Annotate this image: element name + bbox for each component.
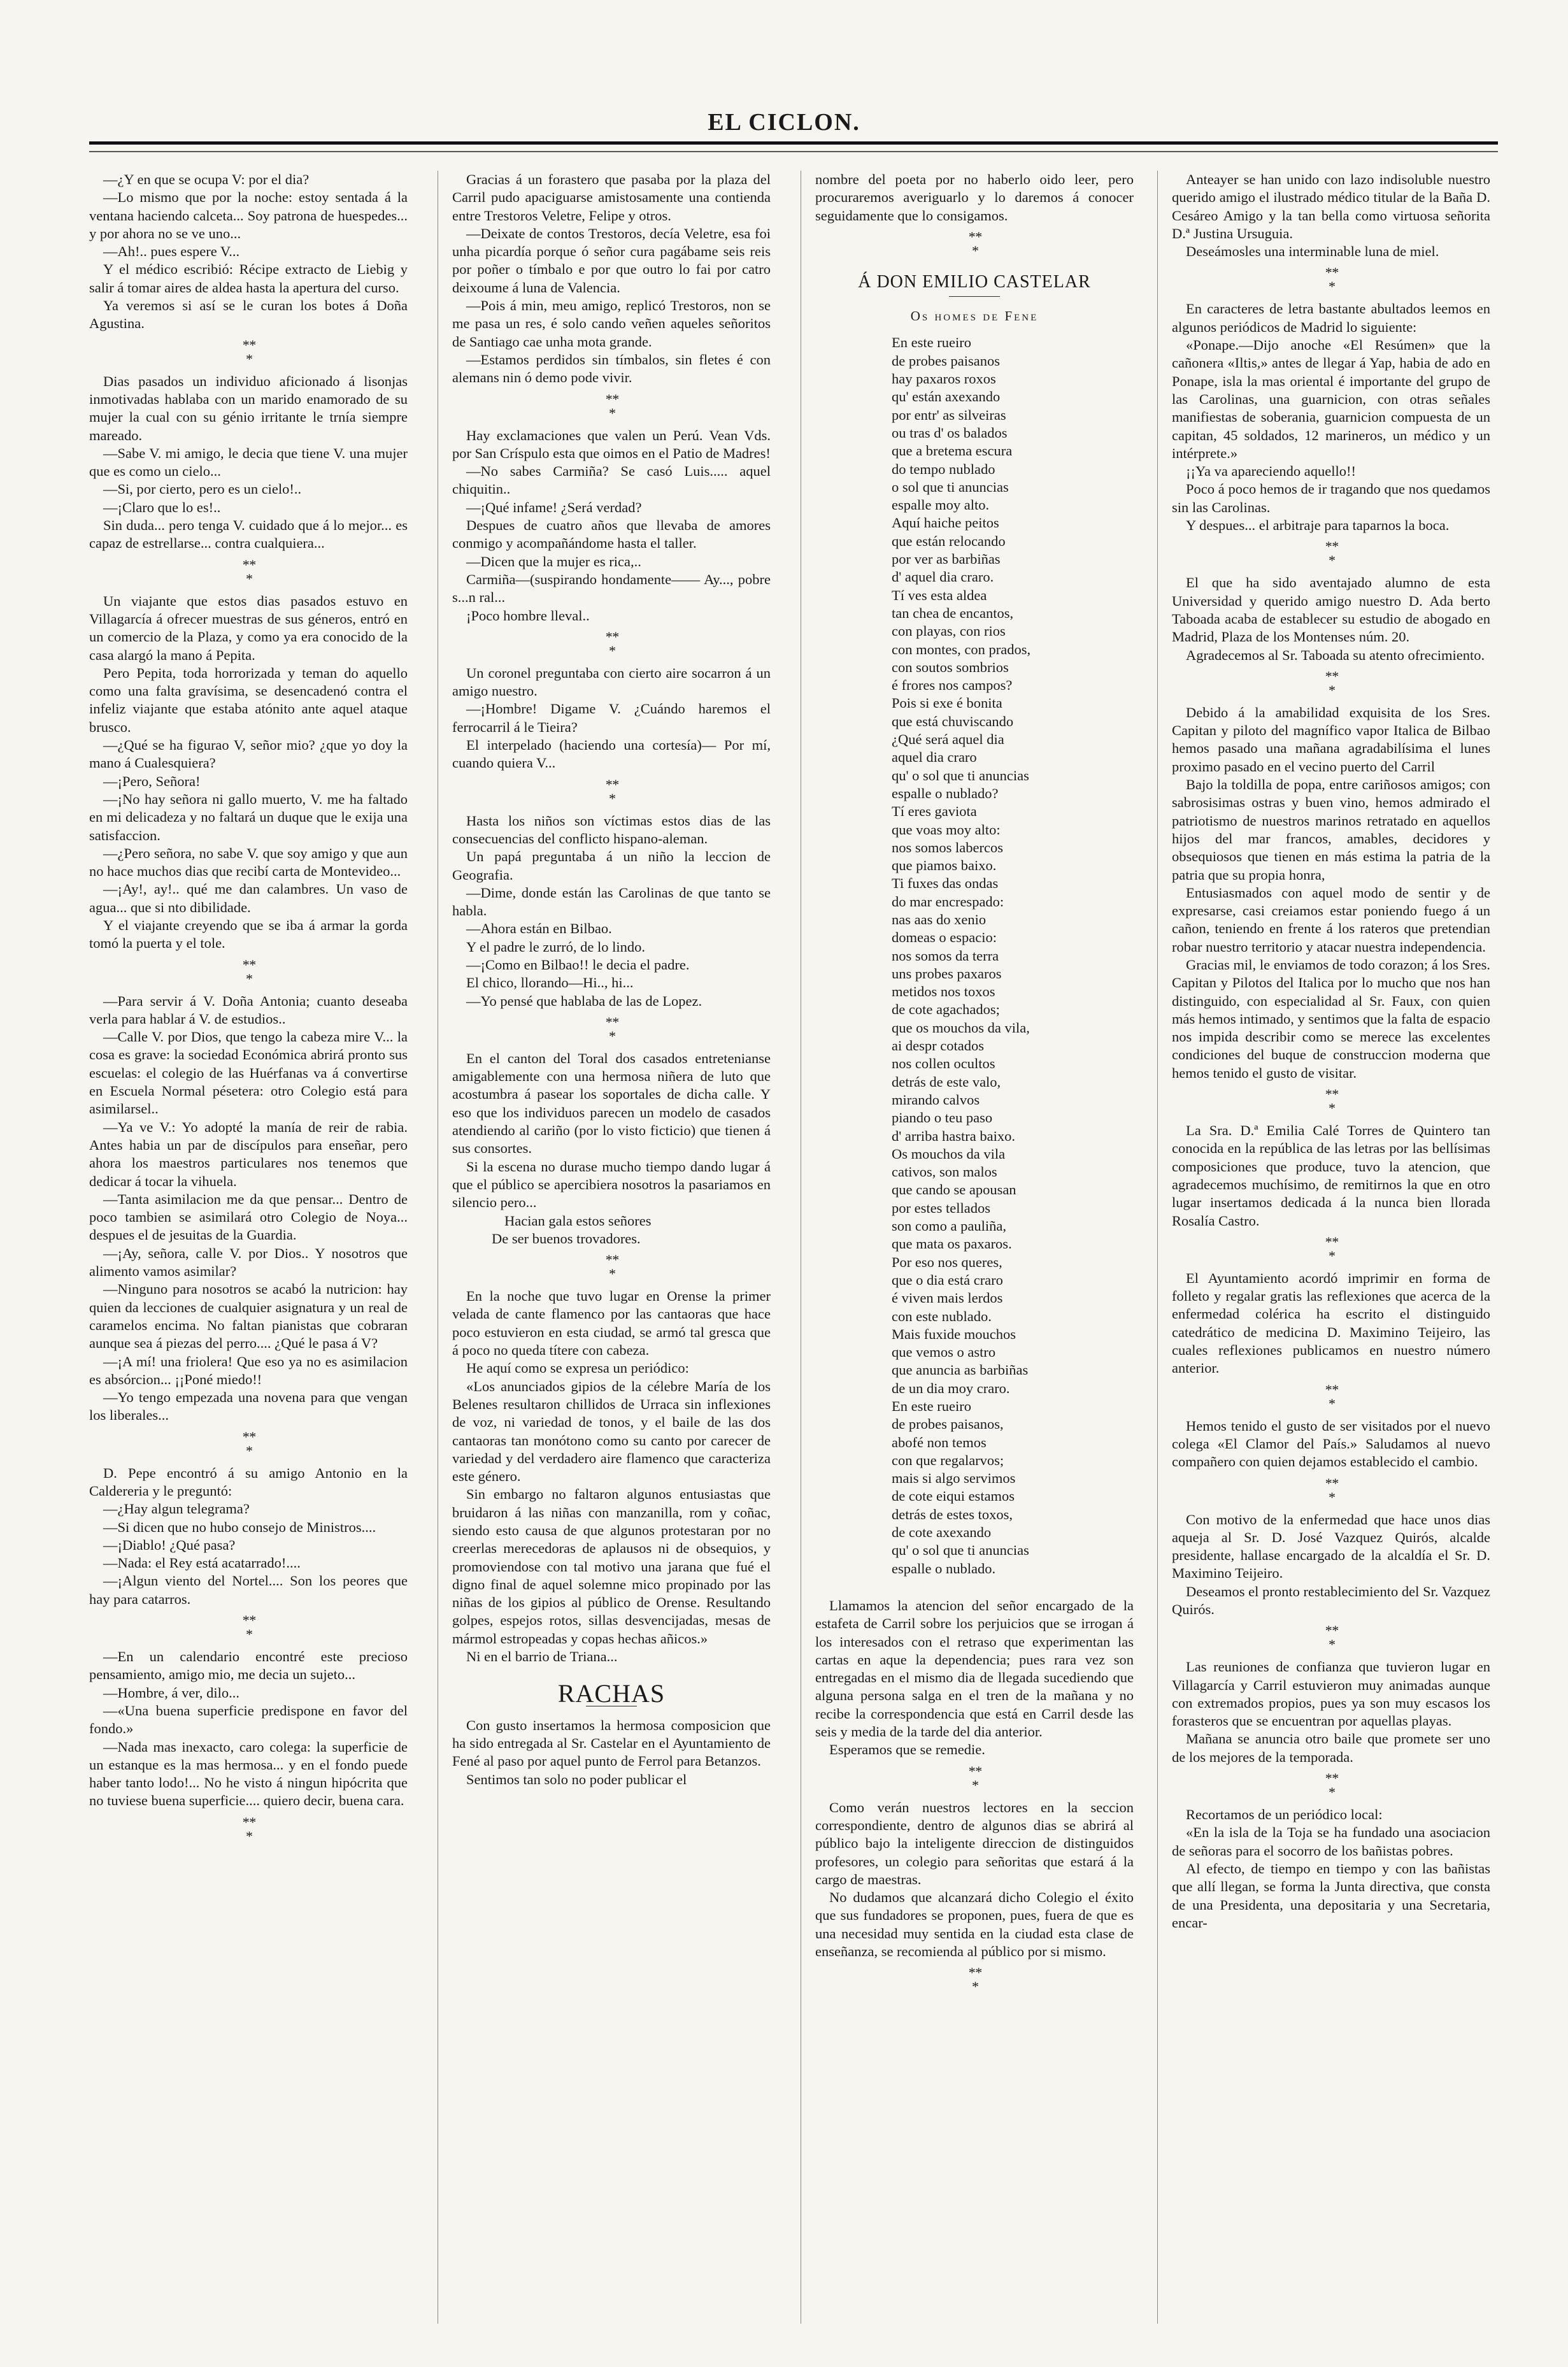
poem-line: por entr' as silveiras (892, 406, 1006, 423)
paragraph: —Estamos perdidos sin tímbalos, sin fletes é con alemans nin ó demo pode vivir. (452, 351, 771, 386)
article-block (89, 592, 408, 953)
poem-title: Á DON EMILIO CASTELAR (858, 271, 1091, 292)
poem-line: qu' están axexando (892, 389, 1001, 405)
paragraph: En el canton del Toral dos casados entretenianse amigablemente con una hermosa niñera de luto que acostumbra á pasear los soportales de dicha calle. Y eso que los individuos parecen un modelo de casados atendiendo al cariño (por lo visto ficticio) que tienen á sus consortes. (452, 1050, 771, 1157)
asterism-separator: * * * (1325, 668, 1337, 698)
poem-line: ¿Qué será aquel dia (892, 731, 1004, 748)
poem-line: d' aquel dia craro. (892, 569, 994, 585)
paragraph: Y el padre le zurró, de lo lindo. (466, 938, 645, 955)
paragraph: —¡No hay señora ni gallo muerto, V. me ha faltado en mi delicadeza y no faltará un duque que le exija una satisfaccion. (89, 790, 408, 843)
paragraph: —Tanta asimilacion me da que pensar... Dentro de poco tambien se asimilará otro Colegio de Noya... despues el de jesuitas de la Guardia. (89, 1191, 408, 1243)
poem-line: é viven mais lerdos (892, 1290, 1003, 1306)
asterism-separator: * * * (242, 1428, 255, 1459)
paragraph: El Ayuntamiento acordó imprimir en forma de folleto y regalar gratis las reflexiones que acerca de la enfermedad colérica ha escrito el distinguido catedrático de medicina D. Maximino Teijeiro, las cuales reflexiones publicamos en nuestro número anterior. (1172, 1269, 1490, 1377)
paragraph: «En la isla de la Toja se ha fundado una asociacion de señoras para el socorro de los bañistas pobres. (1172, 1824, 1490, 1859)
article-block (89, 992, 408, 1425)
poem-line: nas aas do xenio (892, 911, 987, 927)
paragraph: —¿Pero señora, no sabe V. que soy amigo y que aun no hace muchos dias que recibí carta de Montevideo... (89, 845, 408, 880)
poem-line: d' arriba hastra baixo. (892, 1127, 1015, 1144)
poem-line: por estes tellados (892, 1199, 990, 1216)
poem-line: que piamos baixo. (892, 857, 997, 874)
paragraph: —Para servir á V. Doña Antonia; cuanto deseaba verla para hablar á V. de estudios.. (89, 992, 408, 1027)
paragraph: Pero Pepita, toda horrorizada y teman do aquello como una falta gravísima, se desencadenó contra el infeliz viajante que estaba atónito ante aquel ataque brusco. (89, 664, 408, 735)
paragraph: —«Una buena superficie predispone en favor del fondo.» (89, 1702, 408, 1737)
paragraph: Un coronel preguntaba con cierto aire socarron á un amigo nuestro. (452, 664, 771, 699)
poem-line: Aquí haiche peitos (892, 515, 999, 531)
paragraph: Y el viajante creyendo que se iba á armar la gorda tomó la puerta y el tole. (89, 917, 408, 952)
paragraph: —Deixate de contos Trestoros, decía Veletre, esa foi unha picardía porque ó señor cura pagábame seis reis por poñer o tímbalo e por que outro lo fai por catro deixoume á luna de Valencia. (452, 225, 771, 296)
asterism-separator: * * * (242, 956, 255, 987)
poem-line: uns probes paxaros (892, 965, 1002, 982)
paragraph: Sentimos tan solo no poder publicar el (466, 1771, 687, 1787)
paragraph: —Calle V. por Dios, que tengo la cabeza mire V... la cosa es grave: la sociedad Económica abrirá pronto sus escuelas: el colegio de las Huérfanas va á convertirse en Escuela Normal pésetera: otro Colegio está para asimilarsel.. (89, 1029, 408, 1117)
paragraph: Ni en el barrio de Triana... (466, 1648, 618, 1665)
paragraph: —Ahora están en Bilbao. (466, 920, 612, 937)
paragraph: Sin embargo no faltaron algunos entusiastas que bruidaron á las niñas con manzanilla, rom y coñac, siendo esto causa de que algunos protestaran por no creerlas merecedoras de aplausos ni de obsequios, y promoviendose con tal motivo una jarana que fué el digno final de aquel solemne mico propinado por las niñas de los gipios al público de Orense. Resultando golpes, espejos rotos, sillas desvencijadas, mesas de mármol estropeadas y copas hechas añicos.» (452, 1486, 771, 1647)
asterism-separator: * * * (605, 628, 618, 659)
paragraph: Sin duda... pero tenga V. cuidado que á lo mejor... es capaz de estrellarse... contra cualquiera... (89, 517, 408, 552)
paragraph: Esperamos que se remedie. (829, 1741, 985, 1758)
asterism-separator: * * * (968, 228, 981, 259)
paragraph: De ser buenos trovadores. (492, 1230, 641, 1247)
asterism-separator: * * * (1325, 1086, 1337, 1117)
article-block (1172, 1417, 1490, 1471)
column-2 (452, 171, 771, 2349)
paragraph: —Lo mismo que por la noche: estoy sentada á la ventana haciendo calceta... Soy patrona de huespedes... y por ahora no se ve uno... (89, 189, 408, 241)
poem-line: domeas o espacio: (892, 929, 997, 946)
paragraph: Despues de cuatro años que llevaba de amores conmigo y acompañándome hasta el taller. (452, 517, 771, 552)
poem-line: ai despr cotados (892, 1038, 984, 1054)
paragraph: —¡Diablo! ¿Qué pasa? (103, 1536, 236, 1553)
poem-line: cativos, son malos (892, 1164, 997, 1180)
masthead-title: EL CICLON. (708, 109, 860, 136)
paragraph: El que ha sido aventajado alumno de esta Universidad y querido amigo nuestro D. Ada berto Taboada acaba de establecer su estudio de abogado en Madrid, Plaza de los Montenses núm. 20. (1172, 575, 1490, 645)
article-block (1172, 300, 1490, 534)
paragraph: Hay exclamaciones que valen un Perú. Vean Vds. por San Críspulo esta que oimos en el Patio de Madres! (452, 427, 771, 461)
poem-line: mirando calvos (892, 1091, 980, 1108)
article-block (452, 1287, 771, 1666)
poem-line: detrás de estes toxos, (892, 1506, 1013, 1522)
paragraph: ¡¡Ya va apareciendo aquello!! (1186, 463, 1356, 480)
poem-line: de un dia moy craro. (892, 1380, 1010, 1396)
article-block (1172, 1806, 1490, 1932)
article-block (89, 373, 408, 553)
poem-line: do tempo nublado (892, 461, 995, 477)
paragraph: Agradecemos al Sr. Taboada su atento ofrecimiento. (1186, 647, 1485, 663)
poem-line: aquel dia craro (892, 749, 977, 766)
poem-line: En este rueiro (892, 334, 971, 351)
poem-line: Por eso nos queres, (892, 1254, 1002, 1270)
article-block (452, 1050, 771, 1248)
paragraph: —Nada mas inexacto, caro colega: la superficie de un estanque es la mas hermosa... y en el fondo puede haber tanto lodo!... No he visto á ningun hipócrita que no tuviese buena superficie.... quiero decir, buena cara. (89, 1738, 408, 1809)
poem-line: que o dia está craro (892, 1271, 1003, 1288)
poem-line: que está chuviscando (892, 713, 1014, 729)
paragraph: Debido á la amabilidad exquisita de los Sres. Capitan y piloto del magnífico vapor Italica de Bilbao hemos pasado una mañana agradabilísima el lunes proximo pasado en el vecino puerto del Carril (1172, 704, 1490, 775)
poem-line: de cote agachados; (892, 1001, 1000, 1018)
paragraph: Ya veremos si así se le curan los botes á Doña Agustina. (89, 297, 408, 332)
paragraph: —Yo tengo empezada una novena para que vengan los liberales... (89, 1389, 408, 1424)
paragraph: Llamamos la atencion del señor encargado de la estafeta de Carril sobre los perjuicios que se irrogan á los interesados con el retraso que experimentan las cartas en aque la dependencia; pues rara vez son entregadas en el mismo dia de llegada sucediendo que alguna persona salga en el tren de la mañana y no recibe la correspondencia que está en Carril desde las seis y media de la tarde del dia anterior. (815, 1597, 1134, 1740)
poem-line: Os mouchos da vila (892, 1145, 1006, 1162)
paragraph: Y despues... el arbitraje para taparnos la boca. (1186, 517, 1450, 534)
paragraph: ¡Poco hombre lleval.. (466, 607, 590, 624)
asterism-separator: * * * (605, 390, 618, 421)
paragraph: Como verán nuestros lectores en la seccion correspondiente, dentro de algunos dias se abrirá al público bajo la inteligente direccion de distinguidos profesores, un colegio para señoritas que estará á la cargo de maestras. (815, 1799, 1134, 1887)
article-block (1172, 1122, 1490, 1230)
asterism-separator: * * * (605, 776, 618, 806)
poem-line: é frores nos campos? (892, 677, 1013, 694)
poem-line: de cote eiqui estamos (892, 1488, 1015, 1505)
column-4 (1172, 171, 1490, 2349)
poem-line: con soutos sombrios (892, 659, 1009, 675)
paragraph: Si la escena no durase mucho tiempo dando lugar á que el público se apercibiera nosotros la pasariamos en silencio pero... (452, 1158, 771, 1211)
masthead-rule (89, 141, 1498, 152)
poem-line: qu' o sol que ti anuncias (892, 767, 1029, 783)
paragraph: —¿Qué se ha figurao V, señor mio? ¿que yo doy la mano á Cualesquiera? (89, 737, 408, 771)
poem-line: do mar encrespado: (892, 893, 1004, 910)
paragraph: La Sra. D.ª Emilia Calé Torres de Quintero tan conocida en la república de las letras por las bellísimas composiciones que produce, tuvo la atencion, que agradecemos muchísimo, de remitirnos la que en otro lugar insertamos dedicada á la nunca bien llorada Rosalía Castro. (1172, 1122, 1490, 1229)
article-block (815, 1597, 1134, 1759)
article-block (452, 812, 771, 1010)
asterism-separator: * * * (968, 1964, 981, 1995)
paragraph: D. Pepe encontró á su amigo Antonio en la Caldereria y le preguntó: (89, 1464, 408, 1499)
poem-line: Tí eres gaviota (892, 803, 977, 820)
article-block (452, 171, 771, 387)
paragraph: Las reuniones de confianza que tuvieron lugar en Villagarcía y Carril estuvieron muy animadas aunque con extremados propios, pues ya son muy escasos los forasteros que se encuentran por aquellas playas. (1172, 1659, 1490, 1729)
column-1 (89, 171, 408, 2349)
asterism-separator: * * * (1325, 264, 1337, 295)
asterism-separator: * * * (1325, 1475, 1337, 1505)
article-block (89, 171, 408, 333)
poem-line: En este rueiro (892, 1398, 971, 1414)
asterism-separator: * * * (1325, 1381, 1337, 1412)
paragraph: Poco á poco hemos de ir tragando que nos quedamos sin las Carolinas. (1172, 481, 1490, 515)
poem-line: mais si algo servimos (892, 1470, 1016, 1487)
article-block (1172, 1658, 1490, 1766)
paragraph: No dudamos que alcanzará dicho Colegio el éxito que sus fundadores se proponen, pues, fuera de que es una necesidad muy sentida en la ciudad esta clase de enseñanza, se recomienda al público por si mismo. (815, 1889, 1134, 1960)
asterism-separator: * * * (242, 1612, 255, 1643)
asterism-separator: * * * (968, 1763, 981, 1793)
paragraph: Mañana se anuncia otro baile que promete ser uno de los mejores de la temporada. (1172, 1731, 1490, 1765)
poem-line: abofé non temos (892, 1434, 987, 1450)
paragraph: Al efecto, de tiempo en tiempo y con las bañistas que allí llegan, se forma la Junta directiva, que consta de una Presidenta, una depositaria y una Secretaria, encar- (1172, 1860, 1490, 1931)
paragraph: «Ponape.—Dijo anoche «El Resúmen» que la cañonera «Iltis,» antes de llegar á Yap, habia de ado en Ponape, isla la mas oriental é importante del grupo de las Carolinas, una guarnicion, con otras señales manifiestas de soberania, guarnicion compuesta de un capitan, 45 soldados, 12 marineros, un médico y un intérprete.» (1172, 337, 1490, 461)
poem-line: Mais fuxide mouchos (892, 1326, 1016, 1342)
poem-line: ou tras d' os balados (892, 424, 1008, 441)
poem-line: tan chea de encantos, (892, 604, 1014, 621)
paragraph: Un papá preguntaba á un niño la leccion de Geografia. (452, 848, 771, 883)
paragraph: —¡Algun viento del Nortel.... Son los peores que hay para catarros. (89, 1573, 408, 1607)
section-heading-rachas: RACHAS (557, 1679, 666, 1708)
article-block (1172, 1269, 1490, 1378)
poem-line: espalle o nublado. (892, 1560, 996, 1577)
paragraph: —Yo pensé que hablaba de las de Lopez. (466, 992, 702, 1009)
asterism-separator: * * * (242, 556, 255, 587)
paragraph: —Dicen que la mujer es rica,.. (466, 553, 641, 569)
article-block (452, 1717, 771, 1789)
poem-line: detrás de este valo, (892, 1073, 1001, 1090)
poem-line: espalle moy alto. (892, 497, 990, 513)
poem-line: de probes paisanos (892, 352, 1000, 369)
article-block (1172, 171, 1490, 261)
asterism-separator: * * * (242, 336, 255, 367)
article-block (452, 664, 771, 773)
paragraph: Deseamos el pronto restablecimiento del Sr. Vazquez Quirós. (1172, 1583, 1490, 1617)
paragraph: —¡A mí! una friolera! Que eso ya no es asimilacion es absórcion... ¡¡Poné miedo!! (89, 1353, 408, 1387)
paragraph: Gracias á un forastero que pasaba por la plaza del Carril pudo apaciguarse amistosamente una contienda entre Trestoros Veletre, Felipe y otros. (452, 171, 771, 224)
poem-line: de probes paisanos, (892, 1416, 1004, 1433)
paragraph: —Si dicen que no hubo consejo de Ministros.... (103, 1519, 376, 1535)
asterism-separator: * * * (1325, 1622, 1337, 1653)
poem-line: que están relocando (892, 533, 1006, 549)
article-block (1172, 574, 1490, 664)
paragraph: He aquí como se expresa un periódico: (466, 1360, 689, 1377)
article-block (452, 427, 771, 625)
poem-line: metidos nos toxos (892, 983, 995, 1000)
poem-line: que voas moy alto: (892, 821, 1001, 838)
paragraph: —¡Ay, señora, calle V. por Dios.. Y nosotros que alimento vamos asimilar? (89, 1245, 408, 1280)
poem-line: con playas, con rios (892, 623, 1006, 640)
poem-line: de cote axexando (892, 1524, 992, 1541)
paragraph: nombre del poeta por no haberlo oido leer, pero procuraremos averiguarlo y lo daremos á conocer seguidamente que lo consigamos. (815, 171, 1134, 224)
paragraph: —Ah!.. pues espere V... (103, 243, 240, 260)
poem-line: que cando se apousan (892, 1182, 1016, 1198)
paragraph: —¡Claro que lo es!.. (103, 499, 221, 515)
asterism-separator: * * * (1325, 538, 1337, 569)
paragraph: —¡Qué infame! ¿Será verdad? (466, 499, 642, 515)
paragraph: Dias pasados un individuo aficionado á lisonjas inmotivadas hablaba con un marido enamorado de su mujer la cual con su génio irritante le trnía siempre mareado. (89, 373, 408, 443)
asterism-separator: * * * (242, 1813, 255, 1844)
article-block (815, 1799, 1134, 1961)
poem-line: qu' o sol que ti anuncias (892, 1542, 1029, 1559)
column-divider (1157, 171, 1158, 2324)
paragraph: —Hombre, á ver, dilo... (103, 1684, 240, 1701)
paragraph: Un viajante que estos dias pasados estuvo en Villagarcía á ofrecer muestras de sus géneros, entró en un comercio de la Plaza, y como ya era conocido de la casa alargó la mano á Pepita. (89, 592, 408, 663)
paragraph: En caracteres de letra bastante abultados leemos en algunos periódicos de Madrid lo siguiente: (1172, 301, 1490, 335)
poem-line: nos somos labercos (892, 839, 1003, 855)
paragraph: Hasta los niños son víctimas estos dias de las consecuencias del conflicto hispano-aleman. (452, 812, 771, 847)
paragraph: —Pois á min, meu amigo, replicó Trestoros, non se me pasa un res, é solo cando veñen aqueles señoritos de Santiago cae unha mota grande. (452, 297, 771, 350)
article-block (1172, 1511, 1490, 1619)
spacer (815, 1578, 1134, 1597)
paragraph: —Dime, donde están las Carolinas de que tanto se habla. (452, 884, 771, 919)
poem-line: piando o teu paso (892, 1110, 993, 1126)
poem-line: que mata os paxaros. (892, 1236, 1012, 1252)
poem-line: Tí ves esta aldea (892, 587, 987, 603)
paragraph: Hemos tenido el gusto de ser visitados por el nuevo colega «El Clamor del País.» Saludamos al nuevo compañero con quien dejamos establecido el cambio. (1172, 1417, 1490, 1470)
paragraph: El interpelado (haciendo una cortesía)— Por mí, cuando quiera V... (452, 737, 771, 771)
paragraph: Anteayer se han unido con lazo indisoluble nuestro querido amigo el ilustrado médico titular de la Baña D. Cesáreo Amigo y la tan bella como virtuosa señorita D.ª Justina Ursuguia. (1172, 171, 1490, 241)
paragraph: Recortamos de un periódico local: (1186, 1806, 1383, 1823)
poem-line: con este nublado. (892, 1308, 992, 1324)
article-block (89, 1648, 408, 1810)
poem-line: son como a pauliña, (892, 1218, 1006, 1234)
paragraph: Gracias mil, le enviamos de todo corazon; á los Sres. Capitan y Pilotos del Italica por lo mucho que nos han distinguido, con especialidad al Sr. Faux, con quien más hemos intimado, y sentimos que la falta de espacio nos impida describir como se merece las excelentes condiciones del buque de construccion moderna que hemos tenido el gusto de visitar. (1172, 956, 1490, 1081)
poem-subtitle: Os homes de Fene (910, 308, 1039, 324)
paragraph: Y el médico escribió: Récipe extracto de Liebig y salir á tomar aires de aldea hasta la apertura del curso. (89, 261, 408, 296)
poem-line: hay paxaros roxos (892, 371, 996, 387)
paragraph: —¡Pero, Señora! (103, 773, 201, 789)
paragraph: Deseámosles una interminable luna de miel. (1186, 243, 1439, 260)
paragraph: El chico, llorando—Hi.., hi... (466, 975, 634, 991)
poem-line: que anuncia as barbiñas (892, 1362, 1029, 1378)
paragraph: En la noche que tuvo lugar en Orense la primer velada de cante flamenco por las cantaoras que hace poco estuvieron en esta ciudad, se armó tal gresca que á poco no queda títere con cabeza. (452, 1288, 771, 1359)
paragraph: Con motivo de la enfermedad que hace unos dias aqueja al Sr. D. José Vazquez Quirós, alcalde presidente, hallase encargado de la alcaldía el Sr. D. Maximino Teijeiro. (1172, 1511, 1490, 1582)
asterism-separator: * * * (1325, 1770, 1337, 1801)
paragraph: Con gusto insertamos la hermosa composicion que ha sido entregada al Sr. Castelar en el Ayuntamiento de Fené al paso por aquel punto de Ferrol para Betanzos. (452, 1717, 771, 1770)
poem-line: o sol que ti anuncias (892, 478, 1009, 495)
paragraph: —¿Hay algun telegrama? (103, 1501, 250, 1517)
paragraph: Entusiasmados con aquel modo de sentir y de expresarse, casi creiamos estar poniendo fuego á un cañon, teniendo en frente á los rateros que pretendian robar nuestro territorio y atacar nuestra independencia. (1172, 884, 1490, 955)
paragraph: —Ya ve V.: Yo adopté la manía de reir de rabia. Antes habia un par de discípulos para enseñar, pero ahora los maestros particulares nos tenemos que dedicar á tocar la vihuela. (89, 1119, 408, 1189)
poem-line: Pois si exe é bonita (892, 695, 1002, 712)
column-3 (815, 171, 1134, 2349)
paragraph: —Nada: el Rey está acatarrado!.... (103, 1555, 301, 1571)
paragraph: «Los anunciados gipios de la célebre María de los Belenes resultaron chillidos de Urraca sin inflexiones de voz, ni variedad de tonos, y el baile de las dos cantaoras tan monótono como su canto por carecer de variedad y del verdadero aire flamenco que caracteriza este género. (452, 1378, 771, 1485)
asterism-separator: * * * (1325, 1233, 1337, 1264)
paragraph: —¿Y en que se ocupa V: por el dia? (103, 171, 310, 187)
paragraph: Bajo la toldilla de popa, entre cariñosos amigos; con sabrosisimas ostras y buen vino, hemos admirado el patriotismo de nuestros marinos retratado en aquellos hijos del mar francos, amables, decidores y obsequiosos que tienen en más estima la patria de la patria que su propia honra, (1172, 776, 1490, 883)
poem-line: que os mouchos da vila, (892, 1019, 1030, 1036)
asterism-separator: * * * (605, 1252, 618, 1282)
paragraph: —Si, por cierto, pero es un cielo!.. (103, 481, 302, 497)
poem-line: que a bretema escura (892, 443, 1013, 459)
short-rule (949, 296, 1000, 297)
article-block (89, 1464, 408, 1608)
paragraph: —¡Como en Bilbao!! le decia el padre. (466, 956, 690, 973)
paragraph: —Ninguno para nosotros se acabó la nutricion: hay quien da lecciones de cualquier asignatura y un real de caramelos encima. No faltan pianistas que cobraran aunque sea á piezas del perro.... ¿Qué le pasa á V? (89, 1281, 408, 1352)
poem-line: que vemos o astro (892, 1344, 996, 1361)
paragraph: —¡Ay!, ay!.. qué me dan calambres. Un vaso de agua... que si nto dibilidade. (89, 881, 408, 915)
poem-line: nos somos da terra (892, 947, 999, 964)
poem-body (815, 334, 1134, 1577)
poem-line: Ti fuxes das ondas (892, 875, 999, 892)
article-block (1172, 704, 1490, 1082)
poem-line: nos collen ocultos (892, 1055, 995, 1072)
poem-line: espalle o nublado? (892, 785, 999, 801)
poem-line: por ver as barbiñas (892, 551, 1001, 568)
paragraph: Carmiña—(suspirando hondamente—— Ay..., pobre s...n ral... (452, 571, 771, 606)
paragraph: —No sabes Carmiña? Se casó Luis..... aquel chiquitin.. (452, 463, 771, 497)
paragraph: —Sabe V. mi amigo, le decia que tiene V. una mujer que es como un cielo... (89, 445, 408, 480)
poem-line: con que regalarvos; (892, 1452, 1004, 1468)
asterism-separator: * * * (605, 1013, 618, 1044)
paragraph: —¡Hombre! Digame V. ¿Cuándo haremos el ferrocarril á le Tieira? (452, 701, 771, 735)
poem-line: con montes, con prados, (892, 641, 1031, 657)
paragraph: Hacian gala estos señores (504, 1212, 652, 1229)
paragraph: —En un calendario encontré este precioso pensamiento, amigo mio, me decia un sujeto... (89, 1648, 408, 1683)
